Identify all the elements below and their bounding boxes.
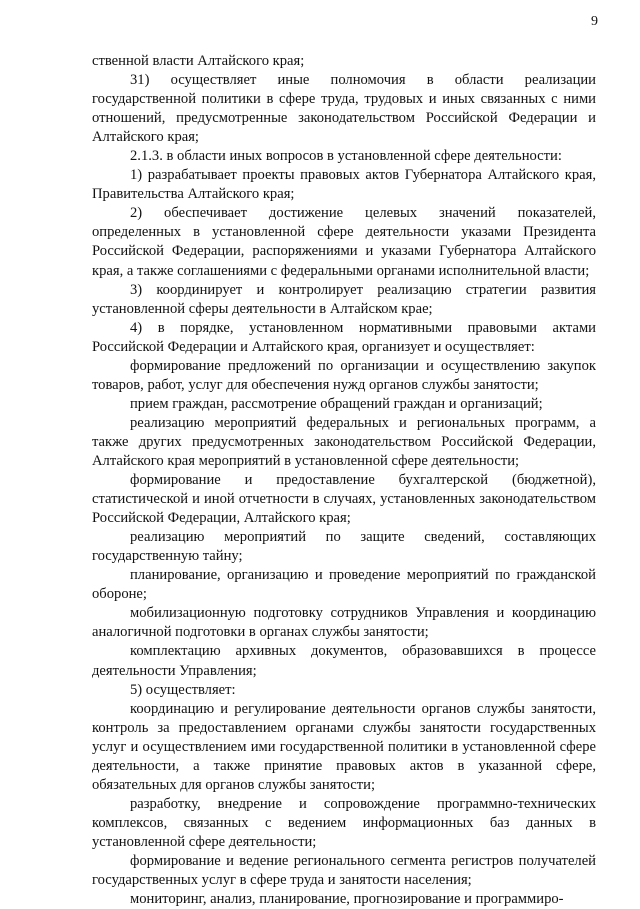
paragraph: мониторинг, анализ, планирование, прогнозирование и программиро- (130, 891, 564, 908)
paragraph: планирование, организацию и проведение мероприятий по гражданской обороне; (92, 567, 596, 603)
paragraph: прием граждан, рассмотрение обращений граждан и организаций; (130, 395, 543, 412)
paragraph: ственной власти Алтайского края; (92, 53, 305, 69)
paragraph: формирование и предоставление бухгалтерской (бюджетной), статистической и иной отчетности в случаях, установленных законодательством Российской Федерации, Алтайского края; (92, 472, 596, 527)
paragraph: разработку, внедрение и сопровождение программно-технических комплексов, связанных с ведением информационных баз данных в установленной сфере деятельности; (92, 795, 596, 850)
paragraph: реализацию мероприятий по защите сведений, составляющих государственную тайну; (92, 529, 596, 565)
paragraph: реализацию мероприятий федеральных и региональных программ, а также других предусмотренных законодательством Российской Федерации, Алтайского края мероприятий в установленной сфере деятельности; (92, 414, 596, 469)
paragraph: формирование и ведение регионального сегмента регистров получателей государственных услуг в сфере труда и занятости населения; (92, 852, 596, 889)
document-body (92, 52, 596, 909)
paragraph: 2) обеспечивает достижение целевых значений показателей, определенных в установленной сфере деятельности указами Президента Российской Федерации, распоряжениями и указами Губернатора Алтайского края, а также соглашениями с федеральными органами исполнительной власти; (92, 205, 596, 279)
page-number: 9 (591, 14, 598, 29)
paragraph: 2.1.3. в области иных вопросов в установленной сфере деятельности: (130, 148, 562, 165)
paragraph: 5) осуществляет: (130, 681, 236, 698)
paragraph: координацию и регулирование деятельности органов службы занятости, контроль за предоставлением органами службы занятости государственных услуг и осуществлением ими государственной политики в установленной сфере деятельности, а также принятие правовых актов в указанной сфере, обязательных для органов службы занятости; (92, 700, 596, 793)
paragraph: 1) разрабатывает проекты правовых актов Губернатора Алтайского края, Правительства Алтайского края; (92, 167, 596, 203)
paragraph: формирование предложений по организации и осуществлению закупок товаров, работ, услуг для обеспечения нужд органов службы занятости; (92, 357, 596, 393)
paragraph: 4) в порядке, установленном нормативными правовыми актами Российской Федерации и Алтайского края, организует и осуществляет: (92, 319, 596, 355)
paragraph: комплектацию архивных документов, образовавшихся в процессе деятельности Управления; (92, 643, 596, 679)
paragraph: мобилизационную подготовку сотрудников Управления и координацию аналогичной подготовки в органах службы занятости; (92, 605, 596, 641)
paragraph: 31) осуществляет иные полномочия в области реализации государственной политики в сфере труда, трудовых и иных связанных с ними отношений, предусмотренные законодательством Российской Федерации и Алтайского края; (92, 72, 596, 146)
paragraph: 3) координирует и контролирует реализацию стратегии развития установленной сферы деятельности в Алтайском крае; (92, 281, 596, 317)
